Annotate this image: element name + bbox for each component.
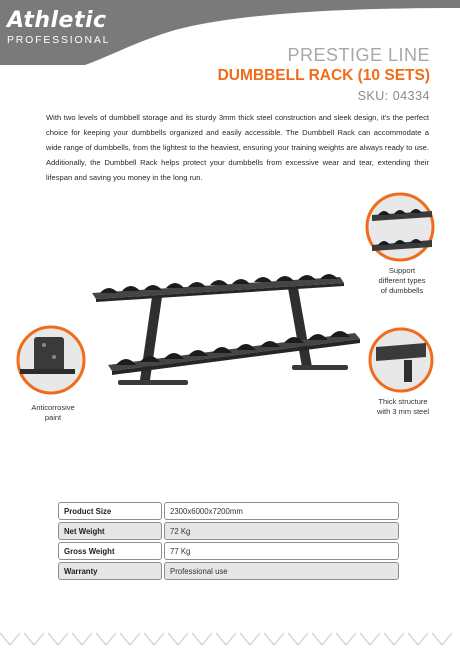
product-line: PRESTIGE LINE <box>287 45 430 65</box>
spec-label: Warranty <box>58 562 162 580</box>
callout-structure <box>366 397 440 417</box>
spec-value: 77 Kg <box>164 542 399 560</box>
spec-value: 72 Kg <box>164 522 399 540</box>
callout-paint-line-1: Anticorrosive <box>31 403 75 412</box>
product-description: With two levels of dumbbell storage and its sturdy 3mm thick steel construction and sleek design, it's the perfect choice for keeping your dumbbells organized and easily accessible. The Dumbbell Rack can accommodate a wide range of dumbbells, from the lightest to the heaviest, ensuring your training weights are always ready to use. Additionally, the Dumbbell Rack helps protect your dumbbells from excessive wear and tear, extending their lifespan and saving you money in the long run. <box>46 113 429 182</box>
callout-support-line-3: of dumbbells <box>380 286 424 295</box>
footer-pattern <box>0 625 460 651</box>
callout-support <box>370 266 434 296</box>
spec-label: Gross Weight <box>58 542 162 560</box>
callout-support-line-2: different types <box>378 276 426 285</box>
product-sku: SKU: 04334 <box>357 89 430 103</box>
callout-structure-line-1: Thick structure <box>378 397 428 406</box>
spec-label: Net Weight <box>58 522 162 540</box>
product-image <box>0 185 460 425</box>
spec-value: Professional use <box>164 562 399 580</box>
spec-value: 2300x6000x7200mm <box>164 502 399 520</box>
spec-row <box>58 542 399 560</box>
brand-tagline: PROFESSIONAL <box>7 34 111 46</box>
spec-row <box>58 562 399 580</box>
callout-paint-line-2: paint <box>44 413 62 422</box>
brand-logo: Athletic <box>7 8 107 33</box>
spec-row <box>58 522 399 540</box>
product-title: DUMBBELL RACK (10 SETS) <box>217 67 430 84</box>
callout-paint <box>18 403 88 423</box>
spec-table <box>56 500 401 582</box>
callout-structure-line-2: with 3 mm steel <box>376 407 430 416</box>
callout-support-line-1: Support <box>388 266 416 275</box>
spec-row <box>58 502 399 520</box>
spec-label: Product Size <box>58 502 162 520</box>
